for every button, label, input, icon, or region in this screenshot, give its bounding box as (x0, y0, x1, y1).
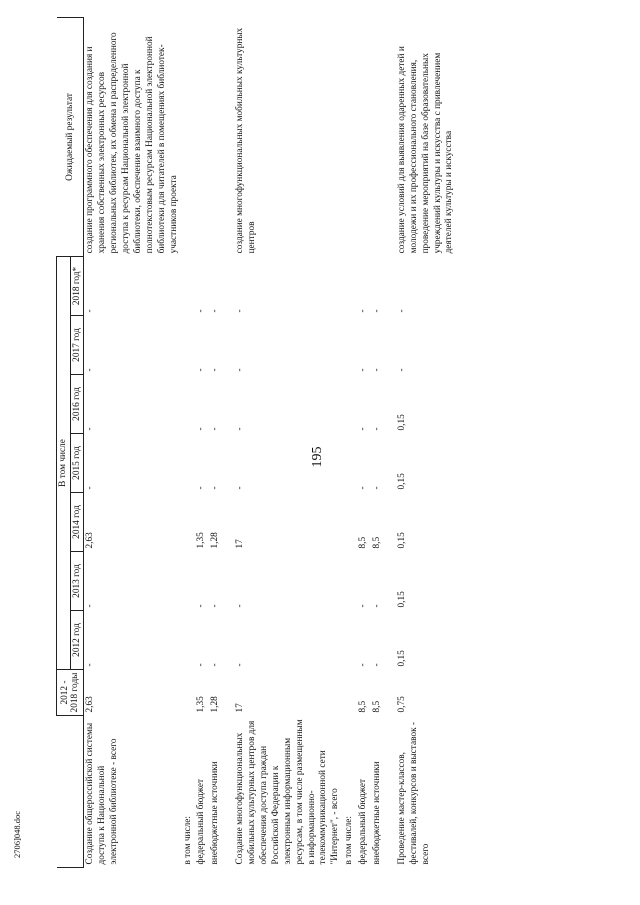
row-spacer (385, 17, 396, 867)
row-year-value: - (210, 309, 221, 313)
row-year-value: - (196, 309, 207, 313)
row-total: 8,5 (358, 700, 369, 713)
table-row (182, 17, 196, 867)
row-year-value: - (196, 486, 207, 490)
row-result: создание программного обеспечения для создания и хранения собственных электронных ресурсов региональных библиотек, их обмена и распределенного доступа к ресурсам Национальной электронной библиотеки, обеспечение взаимного доступа к полнотекстовым ресурсам Национальной электронной библиотеки для читателей в помещениях библиотек-участников проекта (85, 32, 179, 254)
row-year-value: - (196, 427, 207, 431)
header-year: 2015 год (70, 434, 84, 493)
header-year: 2012 год (70, 611, 84, 670)
row-year-value: - (371, 486, 382, 490)
table-row (209, 17, 223, 867)
row-subheading: в том числе: (182, 816, 193, 865)
row-total: 1,28 (210, 696, 221, 713)
row-year-value: - (85, 368, 96, 372)
table-row (234, 17, 343, 867)
row-name: внебюджетные источники (210, 761, 221, 865)
row-year-value: 2,63 (85, 532, 96, 549)
row-year-value: - (196, 368, 207, 372)
header-year: 2013 год (70, 552, 84, 611)
header-including: В том числе (57, 256, 71, 669)
table-row (396, 17, 457, 867)
header-result: Ожидаемый результат (57, 17, 84, 256)
row-year-value: 8,5 (358, 536, 369, 549)
row-year-value: - (371, 368, 382, 372)
row-year-value: - (358, 309, 369, 313)
row-year-value: - (371, 309, 382, 313)
row-year-value: 8,5 (371, 536, 382, 549)
row-year-value: - (210, 604, 221, 608)
row-year-value: - (358, 427, 369, 431)
row-year-value: - (210, 427, 221, 431)
row-result (357, 17, 371, 256)
row-year-value: - (210, 486, 221, 490)
footer-filename: 2706]048.doc (12, 811, 22, 858)
row-year-value: - (196, 663, 207, 667)
row-year-value: 0,15 (396, 473, 407, 490)
row-year-value: - (85, 427, 96, 431)
table-row (371, 17, 385, 867)
row-year-value: 0,15 (396, 591, 407, 608)
row-year-value: 1,28 (210, 532, 221, 549)
table-row (84, 17, 182, 867)
header-blank (57, 716, 84, 868)
table-row (357, 17, 371, 867)
row-name: Проведение мастер-классов, фестивалей, конкурсов и выставок - всего (396, 721, 431, 865)
row-name: федеральный бюджет (358, 778, 369, 865)
row-result: создание многофункциональных мобильных культурных центров (235, 27, 258, 254)
row-year-value: 1,35 (196, 532, 207, 549)
row-name: внебюджетные источники (371, 761, 382, 865)
row-year-value: - (358, 663, 369, 667)
row-year-value: - (235, 486, 246, 490)
header-year: 2017 год (70, 316, 84, 375)
row-year-value: - (235, 427, 246, 431)
row-year-value: - (85, 663, 96, 667)
row-name: Создание общероссийской системы доступа к Национальной электронной библиотеке - всего (85, 722, 120, 865)
row-year-value: - (235, 663, 246, 667)
row-year-value: 17 (235, 539, 246, 549)
row-year-value: - (210, 368, 221, 372)
row-result (195, 17, 209, 256)
page-number: 195 (310, 446, 325, 468)
row-year-value: - (371, 604, 382, 608)
row-year-value: 0,15 (396, 650, 407, 667)
row-year-value: - (396, 309, 407, 313)
row-year-value: - (85, 309, 96, 313)
row-year-value: 0,15 (396, 532, 407, 549)
row-year-value: - (371, 427, 382, 431)
row-name: федеральный бюджет (196, 778, 207, 865)
row-total: 8,5 (371, 700, 382, 713)
row-result (371, 17, 385, 256)
table-row (195, 17, 209, 867)
row-result (209, 17, 223, 256)
rotated-page (56, 18, 620, 868)
row-year-value: - (358, 604, 369, 608)
row-subheading: в том числе: (344, 816, 355, 865)
header-year: 2018 год* (70, 256, 84, 315)
header-total: 2012 - 2018 годы (57, 670, 84, 716)
row-year-value: - (396, 368, 407, 372)
table-row (343, 17, 357, 867)
row-year-value: - (210, 663, 221, 667)
row-total: 0,75 (396, 696, 407, 713)
program-table (56, 17, 457, 868)
row-year-value: - (85, 604, 96, 608)
row-total: 1,35 (196, 696, 207, 713)
header-row-1 (57, 17, 71, 867)
row-year-value: - (358, 368, 369, 372)
row-year-value: - (235, 368, 246, 372)
row-result: создание условий для выявления одаренных детей и молодежи и их профессионального становления, проведение мероприятий на базе образовательных учреждений культуры и искусства с привлечением деятелей культуры и искусства (396, 46, 455, 254)
row-year-value: - (358, 486, 369, 490)
row-year-value: - (235, 604, 246, 608)
header-year: 2014 год (70, 493, 84, 552)
row-spacer (223, 17, 234, 867)
row-year-value: - (235, 309, 246, 313)
row-total: 17 (235, 703, 246, 713)
table-body (84, 17, 457, 867)
row-year-value: - (85, 486, 96, 490)
row-name: Создание многофункциональных мобильных культурных центров для обеспечения доступа граждан Российской Федерации к электронным информационным ресурсам, в том числе размещенным в информационно-телекоммуникационной сети "Интернет", - всего (235, 719, 341, 865)
row-year-value: - (371, 663, 382, 667)
row-year-value: - (196, 604, 207, 608)
header-year: 2016 год (70, 375, 84, 434)
row-total: 2,63 (85, 696, 96, 713)
row-year-value: 0,15 (396, 414, 407, 431)
